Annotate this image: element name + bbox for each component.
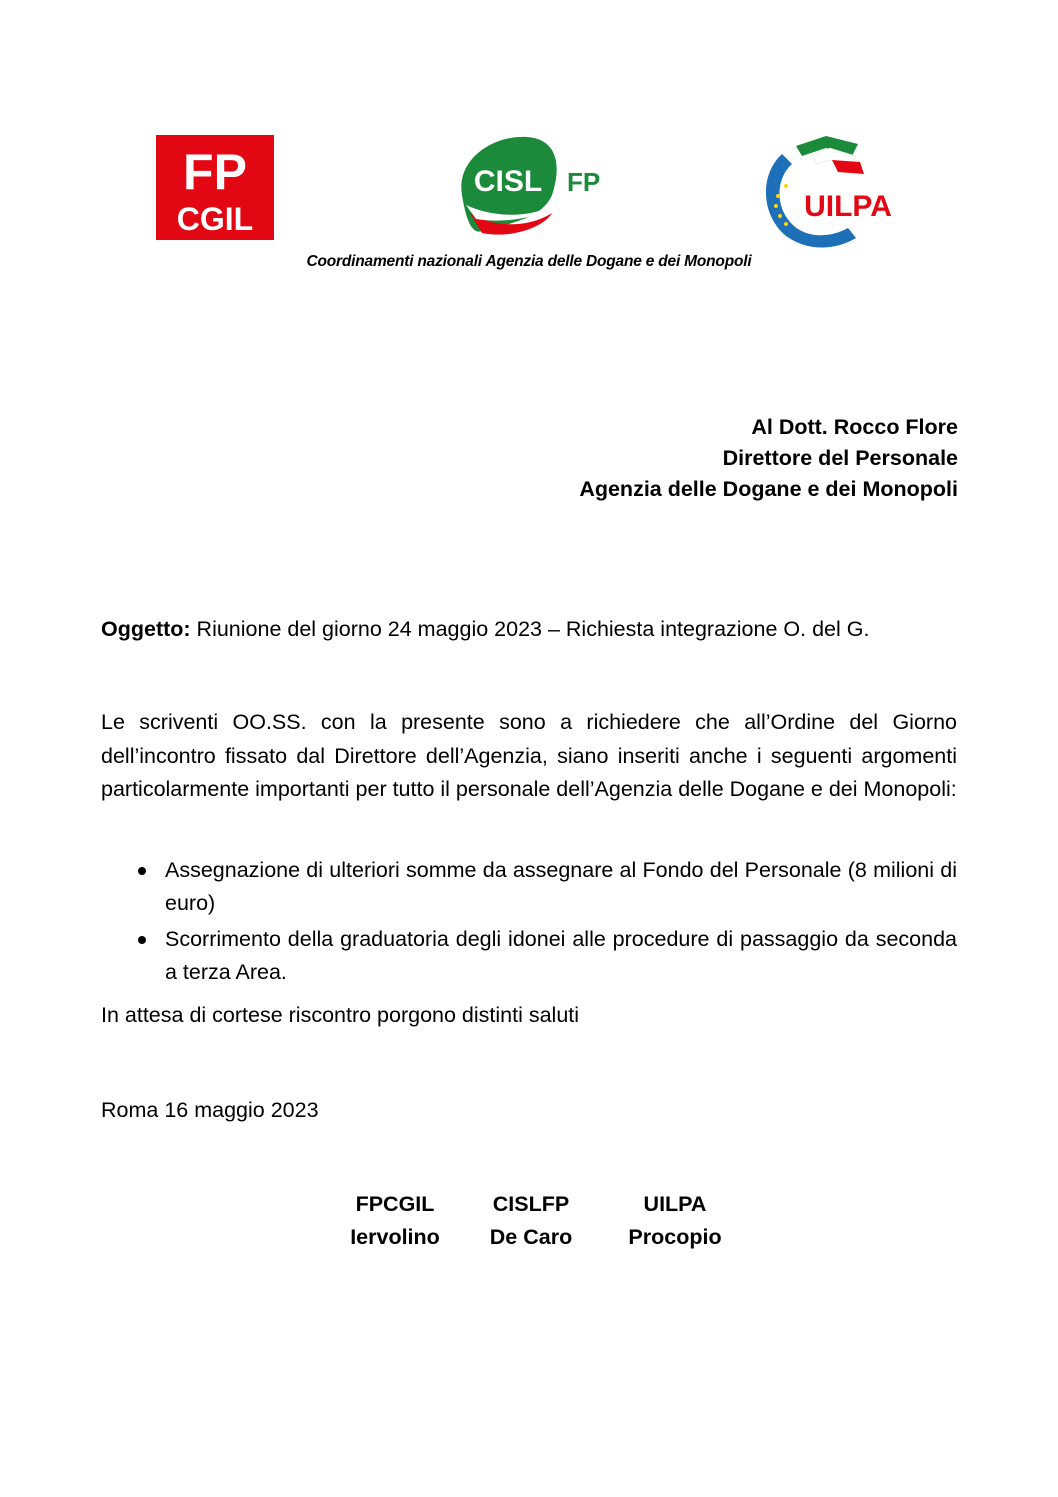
place-date: Roma 16 maggio 2023 — [101, 1098, 319, 1122]
cisl-logo-text: CISL — [473, 165, 543, 198]
signature-org: FPCGIL — [355, 1192, 435, 1216]
cisl-fp-logo — [452, 135, 612, 241]
list-item — [101, 923, 957, 989]
recipient-agency: Agenzia delle Dogane e dei Monopoli — [579, 477, 958, 501]
cisl-logo-suffix: FP — [567, 167, 601, 197]
bullet-icon — [138, 936, 146, 944]
uilpa-logo-text: UILPA — [804, 190, 892, 223]
signature-org: CISLFP — [492, 1192, 570, 1216]
fpcgil-logo-line1: FP — [183, 144, 247, 200]
recipient-role: Direttore del Personale — [722, 446, 958, 470]
subject-line — [101, 614, 869, 645]
closing-line: In attesa di cortese riscontro porgono distinti saluti — [101, 1003, 580, 1027]
signature-fpcgil — [340, 1188, 450, 1254]
list-item-text: Scorrimento della graduatoria degli idonei alle procedure di passaggio da seconda a terza Area. — [165, 927, 957, 984]
fpcgil-logo-line2: CGIL — [176, 201, 254, 237]
signature-cislfp — [478, 1188, 584, 1254]
subject-text: Riunione del giorno 24 maggio 2023 – Richiesta integrazione O. del G. — [190, 617, 870, 641]
bullet-icon — [138, 867, 146, 875]
fpcgil-logo — [156, 135, 274, 240]
uilpa-logo — [756, 134, 904, 250]
request-list — [101, 854, 957, 992]
signature-org: UILPA — [643, 1192, 707, 1216]
body-paragraph: Le scriventi OO.SS. con la presente sono a richiedere che all’Ordine del Giorno dell’incontro fissato dal Direttore dell’Agenzia, siano inseriti anche i seguenti argomenti particolarmente importanti per tutto il personale dell’Agenzia delle Dogane e dei Monopoli: — [101, 710, 957, 801]
signature-name: Iervolino — [350, 1225, 440, 1249]
recipient-block — [579, 412, 958, 505]
list-item — [101, 854, 957, 920]
signature-name: De Caro — [489, 1225, 573, 1249]
list-item-text: Assegnazione di ulteriori somme da assegnare al Fondo del Personale (8 milioni di euro) — [165, 858, 957, 915]
coordination-heading: Coordinamenti nazionali Agenzia delle Dogane e dei Monopoli — [306, 253, 752, 270]
recipient-name: Al Dott. Rocco Flore — [751, 415, 958, 439]
signature-uilpa — [620, 1188, 730, 1254]
subject-label: Oggetto: — [101, 617, 191, 641]
signature-name: Procopio — [628, 1225, 722, 1249]
